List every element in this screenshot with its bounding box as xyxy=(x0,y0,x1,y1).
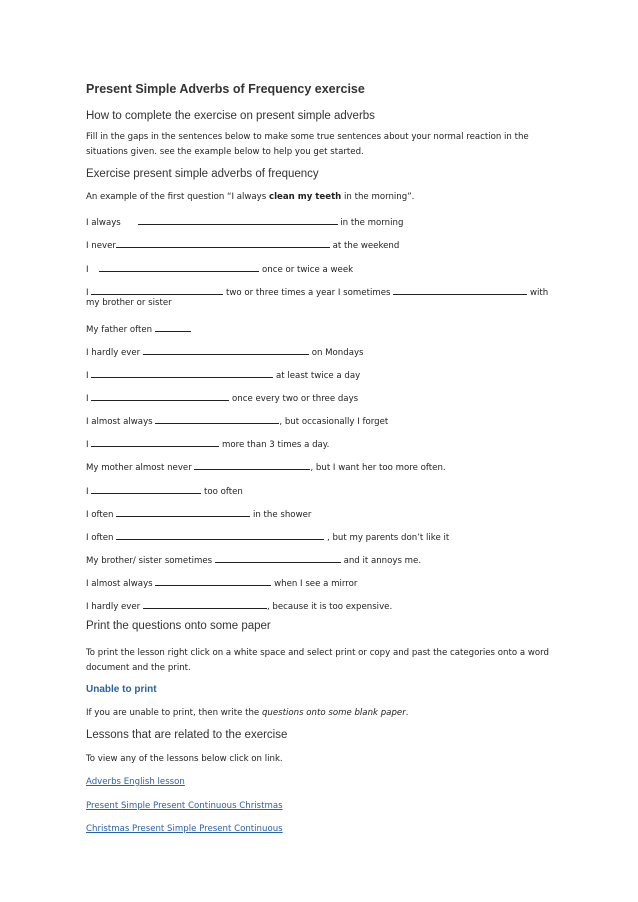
sentence-text: more than 3 times a day. xyxy=(222,440,330,450)
sentence-16 xyxy=(86,576,357,589)
sentence-text: in the shower xyxy=(252,510,312,520)
gap-14[interactable] xyxy=(116,530,324,540)
sentence-text: I xyxy=(86,394,89,404)
sentence-3 xyxy=(86,262,353,275)
sentence-9 xyxy=(86,414,388,427)
gap-12[interactable] xyxy=(91,484,201,494)
sentence-6 xyxy=(86,345,364,358)
sentence-text: and it annoys me. xyxy=(343,556,422,566)
sentence-text: when I see a mirror xyxy=(274,579,358,589)
sentence-text: I xyxy=(86,288,89,298)
sentence-text: at the weekend xyxy=(332,241,400,251)
gap-9[interactable] xyxy=(155,414,279,424)
unable-italic: questions onto some blank paper xyxy=(261,708,406,718)
sentence-text: I hardly ever xyxy=(86,602,141,612)
sentence-17 xyxy=(86,599,392,612)
gap-1[interactable] xyxy=(138,215,338,225)
sentence-text: I xyxy=(86,371,89,381)
sentence-12 xyxy=(86,484,243,497)
gap-2[interactable] xyxy=(116,238,330,248)
sentence-13 xyxy=(86,507,311,520)
sentence-text: I often xyxy=(86,510,114,520)
exercise-heading: Exercise present simple adverbs of frequency xyxy=(86,168,319,180)
example-sentence xyxy=(86,192,414,202)
sentence-8 xyxy=(86,391,358,404)
gap-5[interactable] xyxy=(155,322,191,332)
sentence-7 xyxy=(86,368,360,381)
gap-7[interactable] xyxy=(91,368,273,378)
sentence-text: with xyxy=(529,288,549,298)
unable-heading: Unable to print xyxy=(86,684,157,695)
sentence-5 xyxy=(86,322,191,335)
sentence-text: on Mondays xyxy=(311,348,364,358)
gap-6[interactable] xyxy=(143,345,309,355)
intro-paragraph: Fill in the gaps in the sentences below to make some true sentences about your normal reaction in the situations given. see the example below to help you get started. xyxy=(86,132,529,157)
link-present-simple-continuous-christmas[interactable]: Present Simple Present Continuous Christmas xyxy=(86,801,283,811)
sentence-text: I often xyxy=(86,533,114,543)
gap-4a[interactable] xyxy=(91,285,223,295)
sentence-1 xyxy=(86,215,403,228)
gap-3[interactable] xyxy=(99,262,259,272)
sentence-text: I xyxy=(86,440,89,450)
sentence-text: , but my parents don’t like it xyxy=(326,533,450,543)
sentence-text: I hardly ever xyxy=(86,348,141,358)
sentence-text: I never xyxy=(86,241,116,251)
sentence-text: once or twice a week xyxy=(262,265,354,275)
sentence-text: My brother/ sister sometimes xyxy=(86,556,213,566)
gap-16[interactable] xyxy=(155,576,271,586)
gap-11[interactable] xyxy=(194,460,310,470)
sentence-15 xyxy=(86,553,421,566)
gap-17[interactable] xyxy=(143,599,267,609)
sentence-text: in the morning xyxy=(340,218,404,228)
how-heading: How to complete the exercise on present simple adverbs xyxy=(86,110,375,122)
sentence-4 xyxy=(86,285,548,298)
sentence-text: , but occasionally I forget xyxy=(279,417,389,427)
link-christmas-present-simple-continuous[interactable]: Christmas Present Simple Present Continuous xyxy=(86,824,283,834)
sentence-text: I xyxy=(86,265,89,275)
lessons-paragraph: To view any of the lessons below click on link. xyxy=(86,754,283,764)
gap-10[interactable] xyxy=(91,437,219,447)
page-title: Present Simple Adverbs of Frequency exercise xyxy=(86,82,365,96)
sentence-text: I always xyxy=(86,218,121,228)
gap-13[interactable] xyxy=(116,507,250,517)
lessons-heading: Lessons that are related to the exercise xyxy=(86,729,288,741)
sentence-text: I almost always xyxy=(86,579,153,589)
sentence-text: I xyxy=(86,487,89,497)
gap-8[interactable] xyxy=(91,391,229,401)
sentence-14 xyxy=(86,530,449,543)
unable-paragraph xyxy=(86,708,408,718)
sentence-text: My father often xyxy=(86,325,153,335)
print-heading: Print the questions onto some paper xyxy=(86,620,271,632)
example-bold: clean my teeth xyxy=(268,192,342,202)
sentence-text: two or three times a year I sometimes xyxy=(226,288,391,298)
unable-text-end: . xyxy=(405,708,409,718)
sentence-text: at least twice a day xyxy=(276,371,361,381)
sentence-text: , because it is too expensive. xyxy=(266,602,393,612)
link-adverbs-lesson[interactable]: Adverbs English lesson xyxy=(86,777,185,787)
sentence-text: , but I want her too more often. xyxy=(310,463,446,473)
example-text: An example of the first question “I always xyxy=(86,192,269,202)
sentence-11 xyxy=(86,460,446,473)
sentence-text: I almost always xyxy=(86,417,153,427)
sentence-2 xyxy=(86,238,399,251)
sentence-text: once every two or three days xyxy=(232,394,359,404)
gap-4b[interactable] xyxy=(393,285,527,295)
sentence-text: My mother almost never xyxy=(86,463,192,473)
unable-text: If you are unable to print, then write the xyxy=(86,708,262,718)
sentence-text: too often xyxy=(204,487,243,497)
sentence-10 xyxy=(86,437,329,450)
sentence-4-cont: my brother or sister xyxy=(86,298,172,308)
gap-15[interactable] xyxy=(215,553,341,563)
print-paragraph: To print the lesson right click on a white space and select print or copy and past the categories onto a word document and the print. xyxy=(86,648,549,673)
example-text-end: in the morning”. xyxy=(341,192,415,202)
